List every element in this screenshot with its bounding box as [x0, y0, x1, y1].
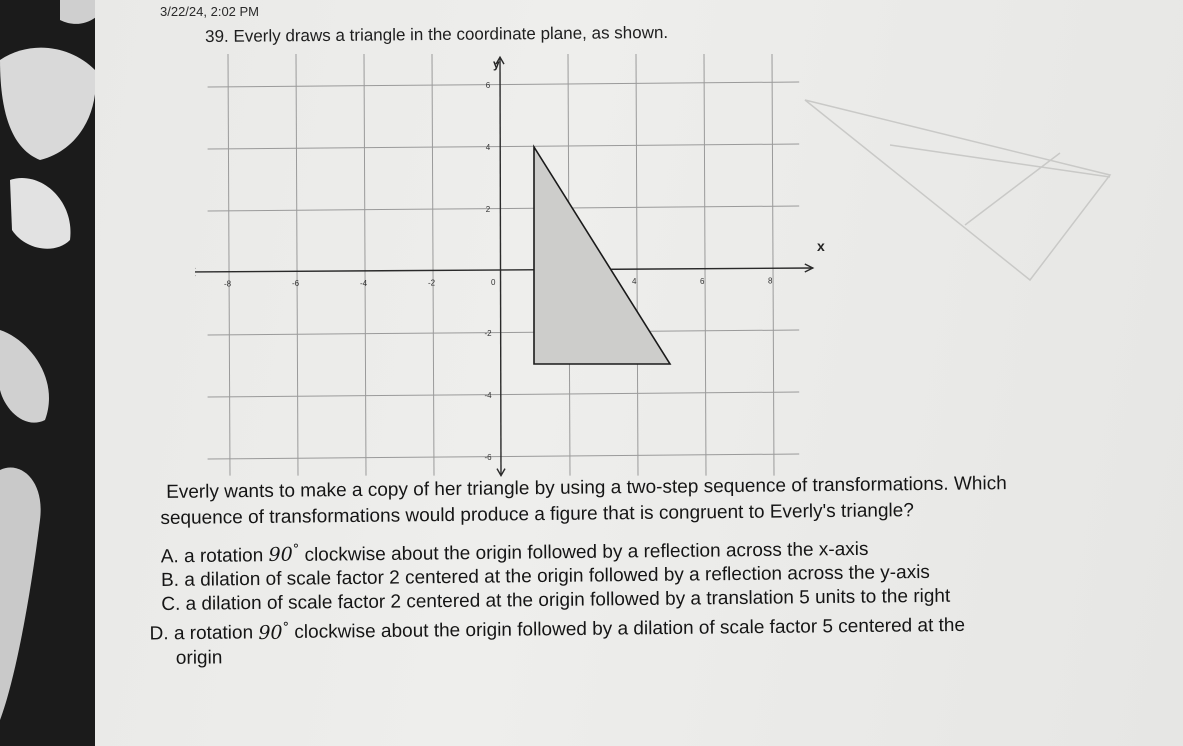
option-a-angle: 90° [268, 542, 300, 567]
option-c-text: a dilation of scale factor 2 centered at the origin followed by a translation 5 units to the right [185, 586, 951, 616]
option-a-text-pre: a rotation [183, 545, 264, 568]
y-tick-labels [484, 81, 492, 462]
option-d-letter: D. [149, 623, 169, 645]
option-d-continuation: origin [175, 647, 223, 669]
grid-vertical-line [704, 54, 706, 476]
grid-horizontal-line [208, 454, 800, 459]
x-tick-label: 6 [700, 276, 705, 286]
grid-lines [208, 54, 800, 476]
question-text-line-2: sequence of transformations would produce a figure that is congruent to Everly's triangle? [160, 500, 914, 529]
y-tick-label: -2 [484, 329, 492, 338]
option-d-text-pre: a rotation [173, 622, 254, 645]
option-a-text-post: clockwise about the origin followed by a reflection across the x-axis [304, 538, 869, 566]
x-tick-label: -2 [428, 278, 436, 288]
show-through-drawing [800, 85, 1130, 315]
grid-vertical-line [364, 54, 366, 476]
grid-vertical-line [432, 54, 434, 476]
problem-heading: 39. Everly draws a triangle in the coordinate plane, as shown. [205, 22, 669, 46]
y-axis-label: y [493, 57, 500, 71]
grid-vertical-line [296, 54, 298, 476]
option-d-angle: 90° [258, 619, 290, 644]
grid-vertical-line [636, 54, 638, 476]
x-tick-label: -4 [360, 278, 368, 288]
x-axis [195, 268, 813, 272]
option-b-letter: B. [160, 570, 180, 592]
x-tick-labels [224, 276, 773, 288]
x-axis-label: x [817, 238, 825, 254]
grid-vertical-line [228, 54, 230, 476]
answer-options [149, 530, 1162, 671]
question-block [149, 470, 1162, 671]
grid-horizontal-line [208, 392, 800, 397]
x-tick-label: -8 [224, 279, 232, 289]
option-b-text: a dilation of scale factor 2 centered at the origin followed by a reflection across the y-axis [184, 562, 930, 592]
grid-vertical-line [772, 54, 774, 476]
y-axis [500, 57, 501, 476]
x-tick-label: 8 [768, 276, 773, 286]
option-d-text-post: clockwise about the origin followed by a dilation of scale factor 5 centered at the [294, 615, 966, 644]
x-tick-label: 0 [491, 278, 496, 287]
axes [195, 57, 813, 476]
triangle [534, 147, 670, 364]
option-a-letter: A. [160, 546, 179, 568]
x-tick-label: 4 [632, 277, 637, 287]
option-c-letter: C. [161, 594, 181, 616]
coordinate-plane [195, 50, 845, 480]
timestamp: 3/22/24, 2:02 PM [160, 4, 260, 19]
grid-horizontal-line [208, 330, 800, 335]
x-tick-label: -6 [292, 279, 300, 289]
y-tick-label: 6 [485, 81, 491, 90]
y-tick-label: -6 [484, 453, 492, 462]
y-tick-label: 2 [485, 205, 491, 214]
y-tick-label: 4 [485, 143, 491, 152]
question-text-line-1: Everly wants to make a copy of her triangle by using a two-step sequence of transformations. Which [166, 473, 1007, 503]
y-tick-label: -4 [484, 391, 492, 400]
